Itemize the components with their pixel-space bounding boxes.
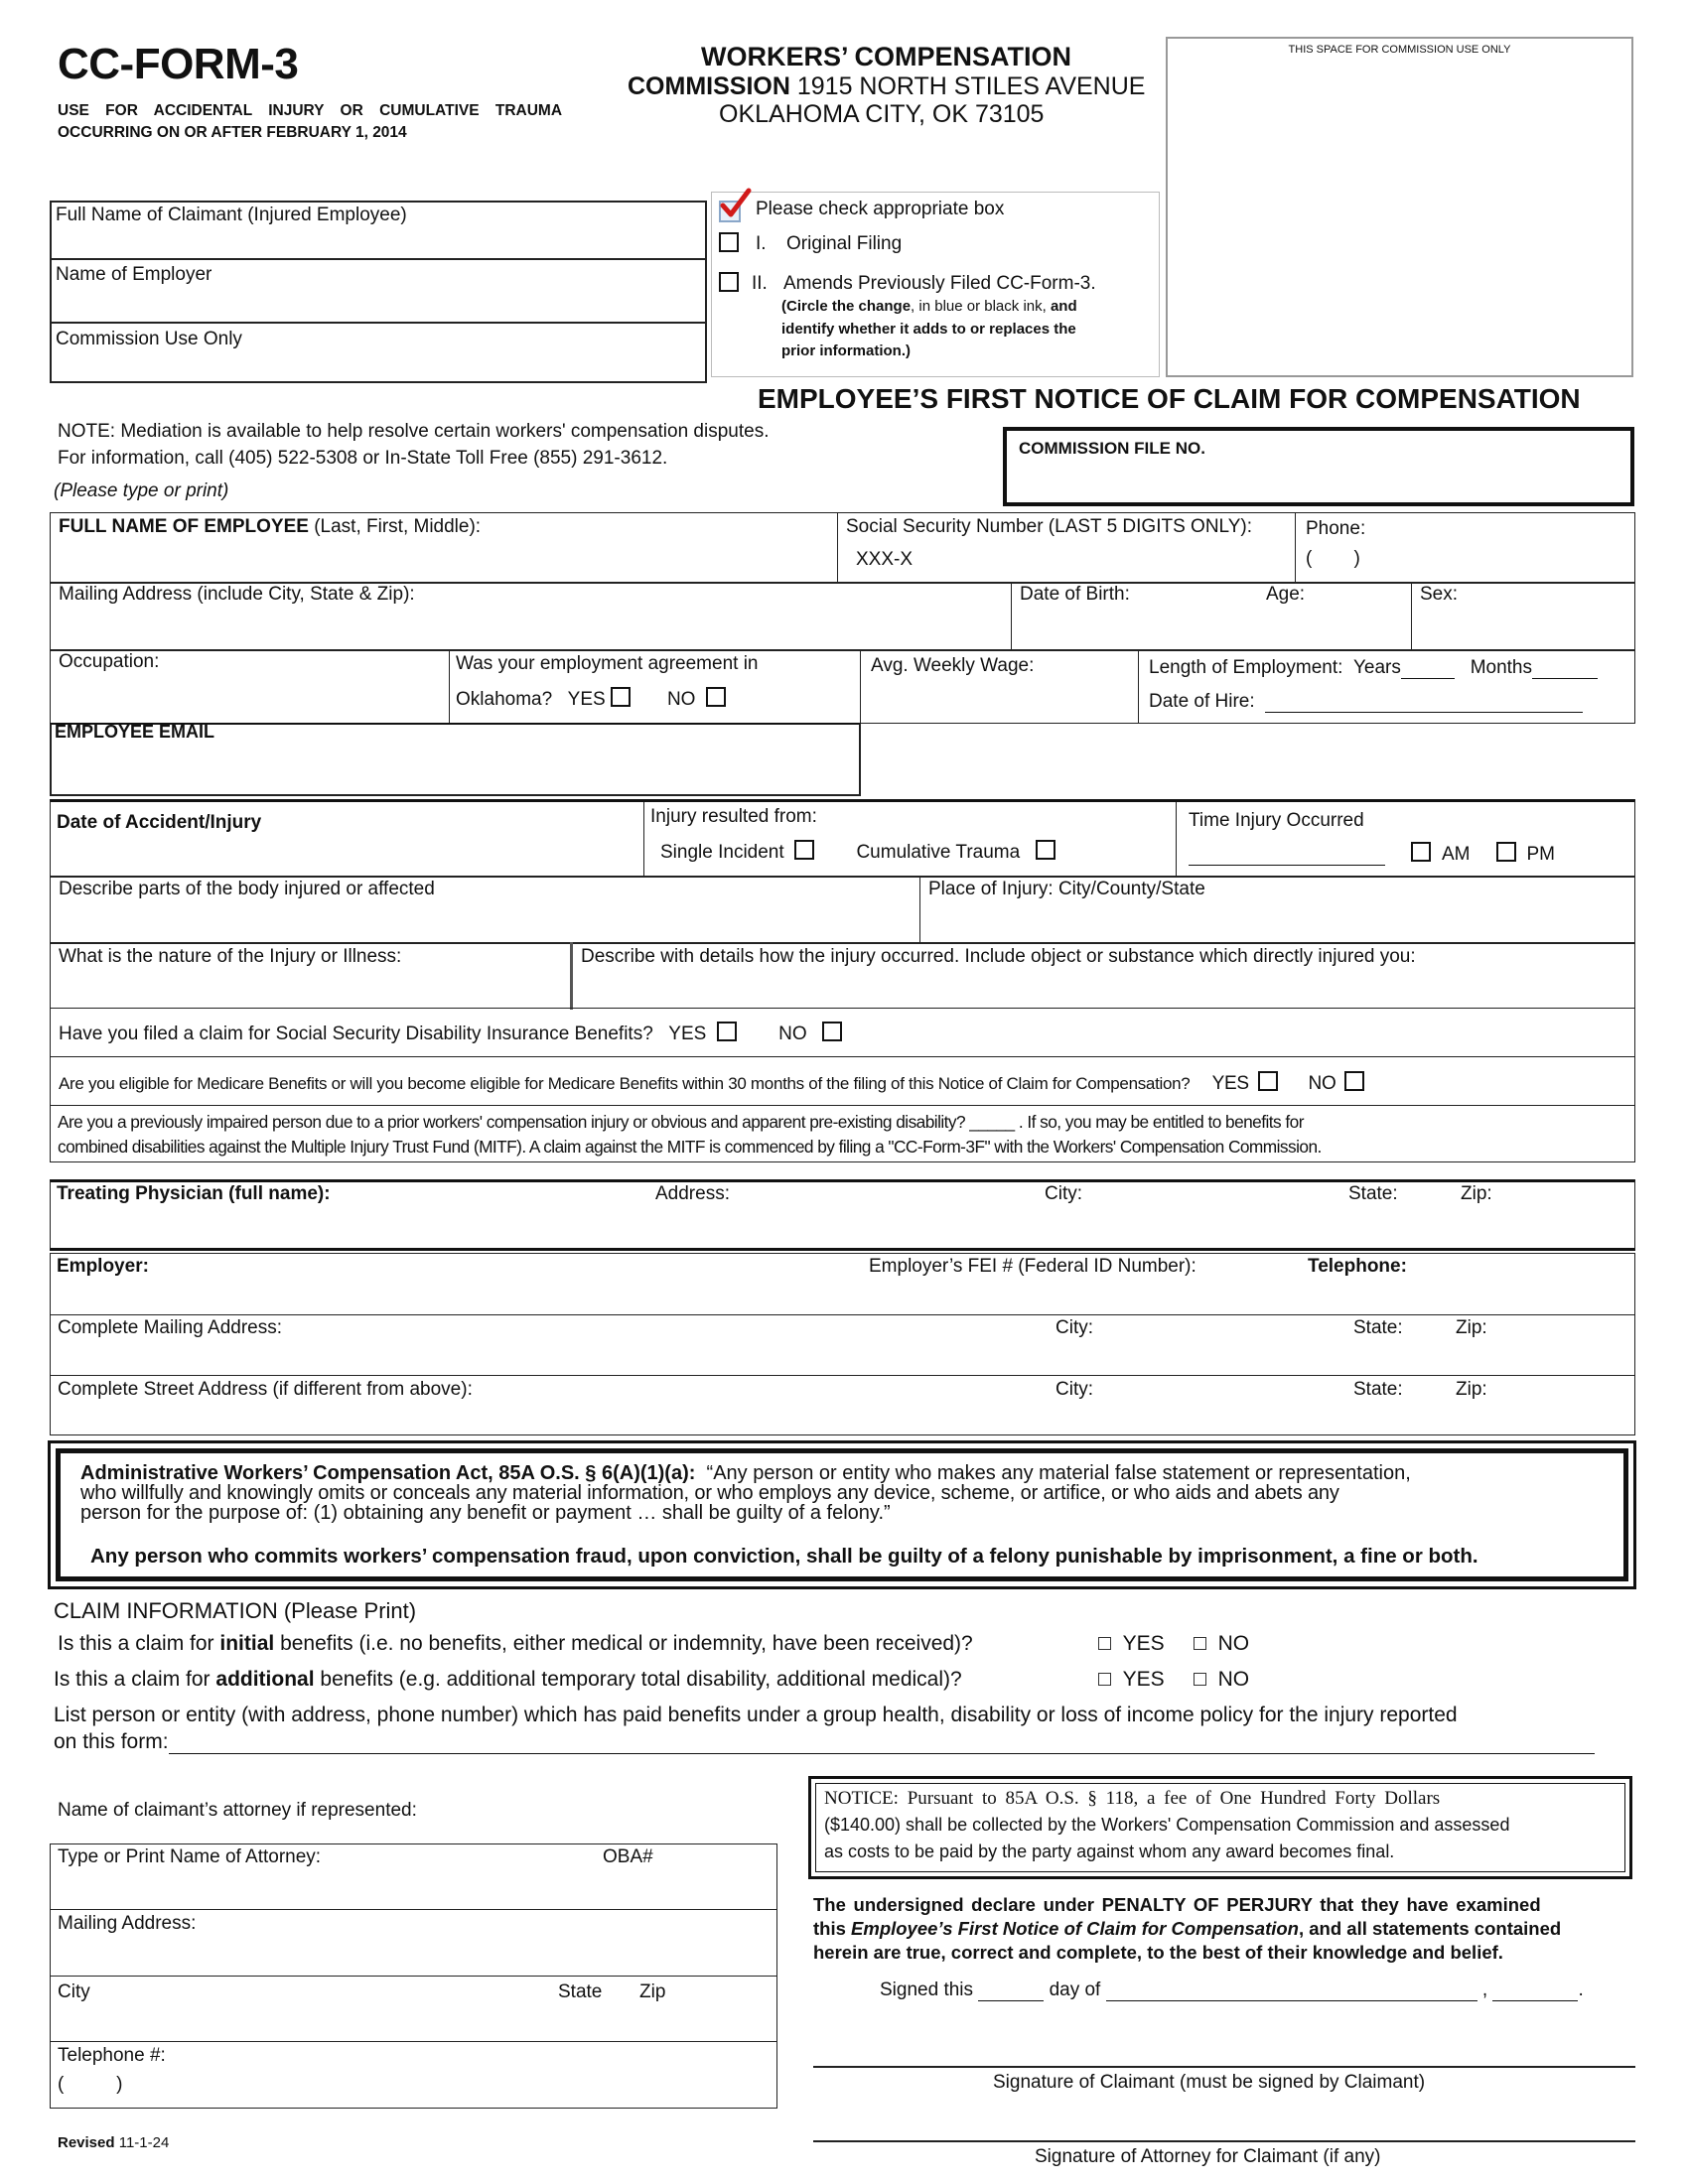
employment-length-field[interactable] (1139, 649, 1634, 723)
pm-label: PM (1526, 844, 1555, 865)
ssdi-question (59, 1022, 842, 1045)
fraud-warning-inner (56, 1448, 1628, 1581)
attorney-state-label: State (558, 1981, 603, 2002)
agreement-yes-checkbox[interactable] (611, 687, 631, 707)
employee-email-field[interactable] (50, 723, 861, 796)
attorney-name-label: Type or Print Name of Attorney: (58, 1846, 322, 1867)
years-label: Years (1352, 657, 1401, 678)
physician-row[interactable] (50, 1179, 1635, 1251)
agreement-line1: Was your employment agreement in (456, 653, 759, 674)
agency-name: WORKERS’ COMPENSATION (701, 42, 1072, 71)
mediation-note-2: For information, call (405) 522-5308 or In-State Toll Free (855) 291-3612. (58, 448, 668, 469)
claimant-employer-box (50, 201, 707, 383)
initial-yes-checkbox[interactable] (1098, 1637, 1111, 1650)
physician-state-label: State: (1348, 1183, 1398, 1204)
place-injury-field[interactable] (920, 876, 1634, 942)
initial-pre: Is this a claim for (58, 1632, 220, 1655)
mailing-address-label: Mailing Address (include City, State & Zip): (59, 584, 415, 605)
claimant-signature-line[interactable] (813, 2066, 1635, 2068)
additional-bold: additional (215, 1668, 315, 1691)
ssdi-row (50, 1008, 1635, 1057)
list-payer-line-2 (54, 1730, 1595, 1754)
injury-resulted-label: Injury resulted from: (650, 806, 817, 827)
employer-mailing-label: Complete Mailing Address: (58, 1317, 282, 1338)
single-incident-label: Single Incident (660, 842, 784, 863)
additional-yes-label: YES (1122, 1668, 1165, 1691)
claim-initial-question (58, 1632, 973, 1656)
age-label: Age: (1266, 584, 1306, 605)
notice-box-inner (815, 1783, 1625, 1872)
signed-month-input[interactable] (1106, 1983, 1477, 2001)
time-injury-label: Time Injury Occurred (1189, 810, 1364, 831)
agreement-no-label: NO (666, 689, 696, 710)
commission-file-no-box[interactable] (1003, 427, 1634, 506)
employer-mailing-zip-label: Zip: (1456, 1317, 1487, 1338)
revised-footer (58, 2134, 169, 2151)
employer-fei-label: Employer’s FEI # (Federal ID Number): (869, 1256, 1196, 1277)
place-injury-label: Place of Injury: City/County/State (928, 879, 1205, 899)
impaired-line-2: combined disabilities against the Multiple Injury Trust Fund (MITF). A claim against the MITF is commenced by filing a "CC-Form-3F" with the Workers' Compensation Commission. (58, 1137, 1322, 1157)
day-of-label: day of (1049, 1979, 1101, 2000)
filing-type-box (711, 192, 1160, 377)
ssdi-no-checkbox[interactable] (822, 1022, 842, 1041)
physician-city-label: City: (1045, 1183, 1082, 1204)
initial-bold: initial (219, 1632, 275, 1655)
list-payer-input[interactable] (169, 1734, 1595, 1754)
physician-address-label: Address: (655, 1183, 730, 1204)
ssn-field[interactable] (838, 513, 1296, 582)
ssdi-yes-checkbox[interactable] (717, 1022, 737, 1041)
claim-additional-question (54, 1668, 962, 1692)
employer-name-label: Name of Employer (56, 264, 212, 285)
initial-post: benefits (i.e. no benefits, either medical or indemnity, have been received)? (274, 1632, 973, 1655)
attorney-signature-label: Signature of Attorney for Claimant (if any) (1035, 2146, 1381, 2167)
phone-label: Phone: (1306, 518, 1366, 539)
signed-period: . (1578, 1979, 1584, 2000)
fraud-act-line-1 (80, 1463, 1411, 1483)
employee-info-grid (50, 512, 1635, 724)
notice-line-3: as costs to be paid by the party against whom any award becomes final. (824, 1842, 1395, 1861)
attorney-city-row[interactable] (51, 1977, 776, 2042)
length-label: Length of Employment: (1149, 657, 1343, 678)
hire-date-row (1149, 691, 1583, 713)
sex-field[interactable] (1412, 582, 1634, 649)
cumulative-trauma-checkbox[interactable] (1036, 840, 1055, 860)
injury-how-label: Describe with details how the injury occurred. Include object or substance which directly injured you: (581, 946, 1416, 967)
body-parts-label: Describe parts of the body injured or affected (59, 879, 435, 899)
claimant-name-label: Full Name of Claimant (Injured Employee) (56, 205, 407, 225)
mailing-address-field[interactable] (51, 582, 1012, 649)
filing-instruction: Please check appropriate box (756, 199, 1005, 219)
injury-resulted-options (660, 840, 1055, 864)
attorney-telephone-label: Telephone #: (58, 2045, 166, 2066)
notice-box-outer (808, 1776, 1632, 1879)
type-or-print: (Please type or print) (54, 480, 229, 501)
medicare-no-checkbox[interactable] (1344, 1071, 1364, 1091)
employer-mailing-state-label: State: (1353, 1317, 1403, 1338)
sex-label: Sex: (1420, 584, 1459, 605)
initial-options (1098, 1632, 1249, 1656)
amends-note-line1 (781, 298, 1077, 315)
additional-options (1098, 1668, 1249, 1692)
amends-note-1c: , in blue or black ink, (911, 298, 1051, 315)
attorney-telephone-row[interactable] (51, 2042, 776, 2108)
declaration-line-2 (813, 1918, 1561, 1940)
notice-text-1: Pursuant to 85A O.S. § 118, a fee of One Hundred Forty Dollars (898, 1788, 1441, 1809)
weekly-wage-label: Avg. Weekly Wage: (871, 655, 1035, 676)
checkmark-icon (718, 187, 754, 222)
signed-comma: , (1481, 1979, 1488, 2000)
employer-label: Employer: (57, 1256, 149, 1277)
agreement-field (450, 649, 861, 723)
ssn-label: Social Security Number (LAST 5 DIGITS ONLY): (846, 516, 1252, 537)
mediation-note-1: NOTE: Mediation is available to help resolve certain workers' compensation disputes. (58, 421, 770, 442)
amends-filing-num: II. (752, 273, 768, 294)
amends-note-1d: and (1050, 298, 1077, 315)
physician-zip-label: Zip: (1461, 1183, 1492, 1204)
medicare-question-text: Are you eligible for Medicare Benefits or will you become eligible for Medicare Benefits within 30 months of the filing of this Notice of Claim for Compensation? (59, 1074, 1191, 1093)
pm-checkbox[interactable] (1496, 842, 1516, 862)
amends-note-1b: the change (831, 298, 912, 315)
injury-nature-label: What is the nature of the Injury or Illness: (59, 946, 402, 967)
fraud-act-bold: Administrative Workers’ Compensation Act, 85A O.S. § 6(A)(1)(a): (80, 1462, 696, 1484)
impaired-row (50, 1105, 1635, 1162)
employer-street-label: Complete Street Address (if different from above): (58, 1379, 473, 1400)
notice-line-1 (824, 1788, 1440, 1810)
medicare-row (50, 1056, 1635, 1106)
attorney-signature-line[interactable] (813, 2140, 1635, 2142)
medicare-no-label: NO (1308, 1073, 1336, 1094)
attorney-city-label: City (58, 1981, 90, 2002)
cumulative-trauma-label: Cumulative Trauma (856, 842, 1021, 863)
initial-yes-label: YES (1122, 1632, 1165, 1655)
occupation-label: Occupation: (59, 651, 160, 672)
use-line-1: USE FOR ACCIDENTAL INJURY OR CUMULATIVE TRAUMA (58, 102, 563, 119)
revised-label: Revised (58, 2134, 115, 2151)
employee-name-label-bold: FULL NAME OF EMPLOYEE (59, 516, 309, 537)
declaration-line-1: The undersigned declare under PENALTY OF PERJURY that they have examined (813, 1894, 1541, 1915)
employer-mailing-city-label: City: (1055, 1317, 1093, 1338)
body-parts-field[interactable] (51, 876, 920, 942)
signed-this-row (880, 1979, 1584, 2001)
ssdi-no-label: NO (778, 1024, 807, 1044)
original-filing-num: I. (756, 233, 767, 254)
amends-note-1a: (Circle (781, 298, 832, 315)
declaration-2c: , and all statements contained (1298, 1918, 1562, 1939)
time-injury-row (1189, 842, 1555, 866)
am-label: AM (1441, 844, 1471, 865)
medicare-question (59, 1071, 1364, 1095)
months-label: Months (1470, 657, 1532, 678)
attorney-oba-label: OBA# (603, 1846, 653, 1867)
attorney-telephone-parens: ( ) (58, 2074, 123, 2095)
attorney-intro: Name of claimant’s attorney if represented: (58, 1800, 417, 1821)
single-incident-checkbox[interactable] (794, 840, 814, 860)
phone-parens: ( ) (1306, 548, 1360, 569)
commission-use-label: THIS SPACE FOR COMMISSION USE ONLY (1288, 44, 1511, 56)
weekly-wage-field[interactable] (861, 649, 1139, 723)
signed-day-input[interactable] (978, 1983, 1044, 2001)
attorney-name-row[interactable] (51, 1844, 776, 1910)
employer-street-state-label: State: (1353, 1379, 1403, 1400)
declaration-2b: Employee’s First Notice of Claim for Compensation (851, 1918, 1299, 1939)
employer-street-row[interactable] (51, 1376, 1634, 1434)
additional-yes-checkbox[interactable] (1098, 1673, 1111, 1686)
employer-name-field[interactable] (52, 260, 705, 324)
commission-file-no-label: COMMISSION FILE NO. (1019, 439, 1205, 458)
employer-mailing-row[interactable] (51, 1315, 1634, 1376)
signed-this-label: Signed this (880, 1979, 974, 2000)
fraud-act-line-2: who willfully and knowingly omits or conceals any material information, or who employs any device, scheme, or artifice, or who aids and abets any (80, 1482, 1339, 1504)
initial-no-checkbox[interactable] (1194, 1637, 1206, 1650)
am-checkbox[interactable] (1411, 842, 1431, 862)
employee-name-field[interactable] (51, 513, 838, 582)
employee-email-label: EMPLOYEE EMAIL (55, 722, 215, 742)
agency-commission: COMMISSION (628, 72, 790, 100)
employer-name-row[interactable] (51, 1254, 1634, 1315)
occupation-field[interactable] (51, 649, 450, 723)
attorney-grid (50, 1843, 777, 2109)
attorney-mailing-label: Mailing Address: (58, 1913, 197, 1934)
attorney-zip-label: Zip (639, 1981, 666, 2002)
notice-line-2: ($140.00) shall be collected by the Workers' Compensation Commission and assessed (824, 1815, 1510, 1835)
fraud-act-line-3: person for the purpose of: (1) obtaining any benefit or payment … shall be guilty of a felony.” (80, 1502, 891, 1524)
impaired-line-1: Are you a previously impaired person due to a prior workers' compensation injury or obvious and apparent pre-existing disability? _____ . If so, you may be entitled to benefits for (58, 1112, 1304, 1132)
agreement-yes-label: YES (567, 689, 606, 710)
original-filing-checkbox[interactable] (719, 232, 739, 252)
commission-only-field (52, 324, 705, 383)
commission-only-label: Commission Use Only (56, 329, 242, 349)
fraud-felony-statement: Any person who commits workers’ compensation fraud, upon conviction, shall be guilty of a felony punishable by imprisonment, a fine or both. (90, 1545, 1478, 1568)
employer-grid (50, 1253, 1635, 1435)
claim-info-heading: CLAIM INFORMATION (Please Print) (54, 1598, 417, 1623)
dob-field[interactable] (1012, 582, 1412, 649)
claimant-signature-label: Signature of Claimant (must be signed by Claimant) (993, 2072, 1426, 2093)
agreement-line2 (456, 687, 726, 711)
employee-name-label-rest: (Last, First, Middle): (308, 516, 482, 537)
dob-label: Date of Birth: (1020, 584, 1130, 605)
employee-name-label (59, 516, 481, 538)
amends-note-line2: identify whether it adds to or replaces the (781, 321, 1076, 338)
time-injury-field[interactable] (1177, 802, 1634, 876)
employer-street-city-label: City: (1055, 1379, 1093, 1400)
amends-filing-checkbox[interactable] (719, 272, 739, 292)
additional-no-label: NO (1217, 1668, 1250, 1691)
employer-telephone-label: Telephone: (1308, 1256, 1407, 1277)
injury-how-field[interactable] (573, 942, 1634, 1010)
ssdi-question-text: Have you filed a claim for Social Security Disability Insurance Benefits? (59, 1024, 653, 1044)
medicare-yes-label: YES (1211, 1073, 1249, 1094)
physician-label: Treating Physician (full name): (57, 1183, 331, 1204)
additional-pre: Is this a claim for (54, 1668, 216, 1691)
hire-label: Date of Hire: (1149, 691, 1255, 712)
amends-filing-label: Amends Previously Filed CC-Form-3. (783, 273, 1096, 294)
agency-street: 1915 NORTH STILES AVENUE (796, 72, 1146, 100)
injury-nature-field[interactable] (51, 942, 573, 1010)
agreement-oklahoma: Oklahoma? (456, 689, 553, 710)
phone-field[interactable] (1296, 513, 1634, 582)
fraud-act-quote-1: “Any person or entity who makes any material false statement or representation, (706, 1462, 1411, 1484)
additional-post: benefits (e.g. additional temporary total disability, additional medical)? (314, 1668, 962, 1691)
signed-year-input[interactable] (1492, 1983, 1578, 2001)
list-payer-label: on this form: (54, 1730, 169, 1753)
original-filing-label: Original Filing (786, 233, 903, 254)
form-id: CC-FORM-3 (58, 40, 299, 88)
agreement-no-checkbox[interactable] (706, 687, 726, 707)
use-line-2: OCCURRING ON OR AFTER FEBRUARY 1, 2014 (58, 124, 407, 141)
employment-length-row (1149, 657, 1598, 679)
accident-date-label: Date of Accident/Injury (57, 812, 262, 833)
claimant-name-field[interactable] (52, 203, 705, 260)
attorney-mailing-row[interactable] (51, 1910, 776, 1977)
amends-note-line3: prior information.) (781, 342, 911, 359)
commission-use-box (1166, 37, 1633, 377)
fraud-warning-outer (48, 1440, 1636, 1589)
employer-street-zip-label: Zip: (1456, 1379, 1487, 1400)
ssn-value: XXX-X (856, 549, 914, 570)
notice-label: NOTICE: (824, 1788, 899, 1809)
declaration-2a: this (813, 1918, 852, 1939)
additional-no-checkbox[interactable] (1194, 1673, 1206, 1686)
injury-grid (50, 799, 1635, 1009)
list-payer-line-1: List person or entity (with address, phone number) which has paid benefits under a group health, disability or loss of income policy for the injury reported (54, 1704, 1458, 1726)
ssdi-yes-label: YES (668, 1024, 707, 1044)
declaration-line-3: herein are true, correct and complete, to the best of their knowledge and belief. (813, 1942, 1503, 1963)
initial-no-label: NO (1217, 1632, 1250, 1655)
medicare-yes-checkbox[interactable] (1258, 1071, 1278, 1091)
agency-city: OKLAHOMA CITY, OK 73105 (719, 100, 1045, 128)
injury-resulted-field (644, 802, 1177, 876)
revised-date: 11-1-24 (118, 2134, 170, 2151)
accident-date-field[interactable] (51, 802, 644, 876)
agency-address (628, 72, 1145, 101)
form-title: EMPLOYEE’S FIRST NOTICE OF CLAIM FOR COMPENSATION (758, 383, 1581, 414)
